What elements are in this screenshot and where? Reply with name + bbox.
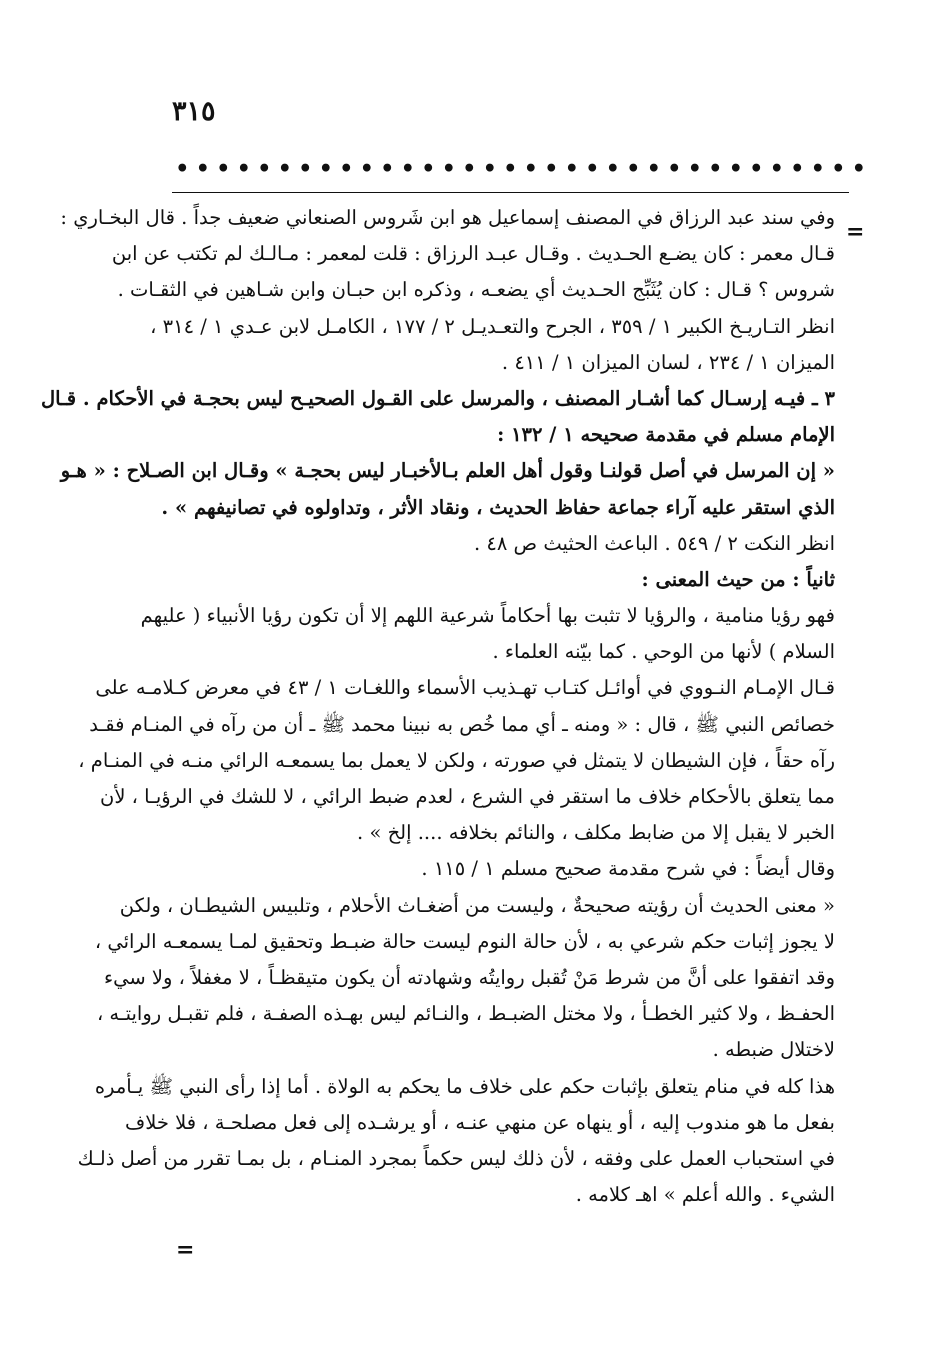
text-line: الشيء . والله أعلم » اهـ كلامه .: [575, 1183, 835, 1207]
separator-dot: •: [257, 156, 272, 182]
separator-dot: •: [441, 156, 456, 182]
text-line: في استحباب العمل على وفقه ، لأن ذلك ليس حكماً بمجرد المنـام ، بل بمـا تقرر من أصل ذلـك: [77, 1146, 835, 1170]
text-line: لا يجوز إثبات حكم شرعي به ، لأن حالة النوم ليست حالة ضبـط وتحقيق لمـا يسمعـه الرائي ،: [94, 929, 835, 953]
separator-dot: •: [236, 156, 251, 182]
text-line: لاختلال ضبطه .: [712, 1038, 835, 1062]
text-line: السلام ) لأنها من الوحي . كما بيّنه العلماء .: [492, 640, 835, 664]
separator-dot: •: [667, 156, 682, 182]
text-line: هذا كله في منام يتعلق بإثبات حكم على خلاف ما يحكم به الولاة . أما إذا رأى النبي ﷺ يـأمره: [94, 1074, 835, 1098]
separator-dot: •: [523, 156, 538, 182]
text-line: وفي سند عبد الرزاق في المصنف إسماعيل هو ابن شَروس الصنعاني ضعيف جداً . قال البخـاري :: [60, 206, 835, 229]
text-line: انظر النكت ٢ / ٥٤٩ . الباعث الحثيث ص ٤٨ .: [473, 531, 835, 555]
text-line: الذي استقر عليه آراء جماعة حفاظ الحديث ، ونقاد الأثر ، وتداولوه في تصانيفهم » .: [161, 495, 835, 519]
separator-dot: •: [605, 156, 620, 182]
text-line: رآه حقاً ، فإن الشيطان لا يتمثل في صورته ، ولكن لا يعمل بما يسمعـه الرائي منـه في المنـام ،: [78, 748, 835, 772]
footnote-text: [40, 200, 835, 1213]
separator-dot: •: [728, 156, 743, 182]
separator-dot: •: [544, 156, 559, 182]
separator-dot: •: [421, 156, 436, 182]
separator-dot: •: [626, 156, 641, 182]
separator-dot: •: [749, 156, 764, 182]
text-line: الإمام مسلم في مقدمة صحيحه ١ / ١٣٢ :: [497, 423, 835, 447]
footnote-rule: [172, 192, 849, 193]
separator-dot: •: [646, 156, 661, 182]
separator-dot: •: [790, 156, 805, 182]
text-line: انظر التـاريـخ الكبير ١ / ٣٥٩ ، الجرح والتعـديـل ٢ / ١٧٧ ، الكامـل لابن عـدي ١ / ٣١٤ ،: [150, 314, 835, 338]
text-line: شروس ؟ قـال : كان يُثَبِّج الحـديث أي يضعـه ، وذكره ابن حبـان وابن شـاهين في الثقـات .: [117, 278, 835, 302]
text-line: وقد اتفقوا على أنَّ من شرط مَنْ تُقبل روايتُه وشهادته أن يكون متيقظـاً ، لا مغفلاً ، ولا سيء: [103, 965, 835, 989]
separator-dot: •: [339, 156, 354, 182]
separator-dot: •: [400, 156, 415, 182]
separator-dot: •: [810, 156, 825, 182]
separator-dot: •: [708, 156, 723, 182]
separator-dot: •: [462, 156, 477, 182]
text-line: بفعل ما هو مندوب إليه ، أو ينهاه عن منهي عنـه ، أو يرشـده إلى فعل مصلحـة ، فلا خلاف: [125, 1110, 835, 1134]
text-line: فهو رؤيا منامية ، والرؤيا لا تثبت بها أحكاماً شرعية اللهم إلا أن تكون رؤيا الأنبياء ( عليهم: [140, 604, 835, 628]
text-line: مما يتعلق بالأحكام خلاف ما استقر في الشرع ، لعدم ضبط الرائي ، لا للشك في الرؤيـا ، لأن: [100, 785, 835, 808]
separator-dot: •: [359, 156, 374, 182]
page-number: ٣١٥: [172, 96, 216, 127]
separator-dot: •: [482, 156, 497, 182]
separator-dot: •: [831, 156, 846, 182]
separator-dot: •: [277, 156, 292, 182]
separator-dot: •: [380, 156, 395, 182]
text-line: قـال الإمـام النـووي في أوائـل كتـاب تهـذيب الأسماء واللغـات ١ / ٤٣ في معرض كـلامـه على: [95, 676, 835, 700]
continuation-mark-bottom: =: [176, 1237, 195, 1263]
separator-dot: •: [216, 156, 231, 182]
text-line: خصائص النبي ﷺ ، قال : « ومنه ـ أي مما خُص به نبينا محمد ﷺ ـ أن من رآه في المنـام فقـد: [89, 712, 835, 736]
separator-dot: •: [564, 156, 579, 182]
text-line: ٣ ـ فيـه إرسـال كما أشـار المصنف ، والمرسل على القـول الصحيـح ليس بحجـة في الأحكام . قـال: [40, 386, 835, 410]
separator-dot: •: [687, 156, 702, 182]
separator-dot: •: [503, 156, 518, 182]
text-line: ثانياً : من حيث المعنى :: [641, 567, 835, 591]
separator-dot: •: [175, 156, 190, 182]
separator-dot: •: [769, 156, 784, 182]
text-line: الميزان ١ / ٢٣٤ ، لسان الميزان ١ / ٤١١ .: [501, 350, 835, 374]
text-line: الحفـظ ، ولا كثير الخطـأ ، ولا مختل الضبـط ، والنـائم ليس بهـذه الصفـة ، فلم تقبـل روايتـه ،: [96, 1002, 835, 1026]
separator-dot: •: [585, 156, 600, 182]
separator-dot: •: [298, 156, 313, 182]
text-line: وقال أيضاً : في شرح مقدمة صحيح مسلم ١ / ١١٥ .: [421, 857, 835, 881]
text-line: الخبر لا يقبل إلا من ضابط مكلف ، والنائم بخلافه .... إلخ » .: [357, 821, 835, 845]
separator-dot: •: [851, 156, 866, 182]
separator-dot: •: [195, 156, 210, 182]
dotted-separator: [172, 156, 866, 182]
separator-dot: •: [318, 156, 333, 182]
text-line: « معنى الحديث أن رؤيته صحيحةٌ ، وليست من أضغـاث الأحلام ، وتلبيس الشيطـان ، ولكن: [119, 893, 835, 917]
text-line: قـال معمر : كان يضـع الحـديث . وقـال عبـد الرزاق : قلت لمعمر : مـالـك لم تكتب عن ابن: [111, 242, 835, 266]
text-line: « إن المرسل في أصل قولنـا وقول أهل العلم بـالأخبـار ليس بحجـة » وقـال ابن الصـلاح : « هـو: [60, 459, 835, 483]
continuation-mark-top: =: [846, 219, 865, 245]
